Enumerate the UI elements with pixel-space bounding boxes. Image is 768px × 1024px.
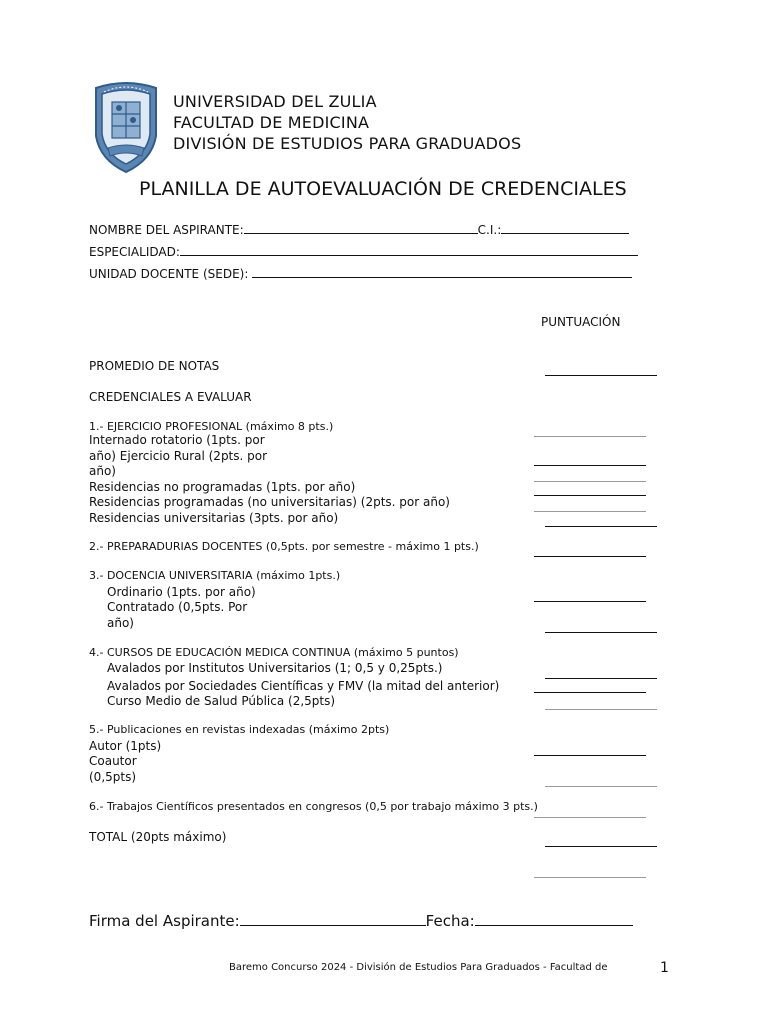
especialidad-blank[interactable] (180, 242, 638, 256)
total-label: TOTAL (20pts máximo) (89, 830, 227, 844)
section-5-heading: 5.- Publicaciones en revistas indexadas (máximo 2pts) (89, 723, 390, 736)
total-score-line[interactable] (545, 846, 657, 847)
section-3-line: Contratado (0,5pts. Por (107, 600, 248, 614)
section-4-heading: 4.- CURSOS DE EDUCACIÓN MEDICA CONTINUA (máximo 5 puntos) (89, 646, 459, 659)
puntuacion-header: PUNTUACIÓN (541, 315, 621, 329)
section-3-heading: 3.- DOCENCIA UNIVERSITARIA (máximo 1pts.) (89, 569, 341, 582)
footer-text: Baremo Concurso 2024 - División de Estudios Para Graduados - Facultad de (229, 962, 608, 973)
page-number: 1 (660, 960, 669, 976)
university-name: UNIVERSIDAD DEL ZULIA (173, 92, 377, 111)
score-line[interactable] (534, 692, 646, 693)
nombre-label: NOMBRE DEL ASPIRANTE: (89, 223, 244, 237)
score-line[interactable] (545, 786, 657, 787)
unidad-field (89, 264, 632, 281)
nombre-field (89, 220, 629, 237)
section-1-line: año) (89, 464, 116, 478)
section-2-heading: 2.- PREPARADURIAS DOCENTES (0,5pts. por semestre - máximo 1 pts.) (89, 540, 479, 553)
section-6-heading: 6.- Trabajos Científicos presentados en congresos (0,5 por trabajo máximo 3 pts.) (89, 800, 538, 813)
nombre-blank[interactable] (244, 220, 478, 234)
section-5-line: Coautor (89, 754, 137, 768)
section-3-line: año) (107, 616, 134, 630)
score-line[interactable] (534, 481, 646, 482)
score-line[interactable] (545, 526, 657, 527)
score-line[interactable] (534, 755, 646, 756)
section-1-line: Residencias programadas (no universitarias) (2pts. por año) (89, 495, 450, 509)
score-line[interactable] (534, 495, 646, 496)
promedio-score-line[interactable] (545, 375, 657, 376)
promedio-label: PROMEDIO DE NOTAS (89, 359, 220, 373)
score-line[interactable] (545, 632, 657, 633)
score-line[interactable] (534, 436, 646, 437)
unidad-blank[interactable] (252, 264, 632, 278)
firma-blank[interactable] (240, 910, 426, 926)
section-4-line: Avalados por Institutos Universitarios (1; 0,5 y 0,25pts.) (107, 661, 443, 675)
section-5-line: Autor (1pts) (89, 739, 162, 753)
section-5-line: (0,5pts) (89, 770, 137, 784)
score-line[interactable] (534, 511, 646, 512)
score-line[interactable] (534, 877, 646, 878)
score-line[interactable] (545, 678, 657, 679)
especialidad-label: ESPECIALIDAD: (89, 245, 180, 259)
score-line[interactable] (534, 556, 646, 557)
section-1-heading: 1.- EJERCICIO PROFESIONAL (máximo 8 pts.) (89, 420, 334, 433)
firma-label: Firma del Aspirante: (89, 912, 240, 930)
division-name: DIVISIÓN DE ESTUDIOS PARA GRADUADOS (173, 134, 522, 153)
ci-blank[interactable] (501, 220, 629, 234)
signature-row (89, 910, 633, 930)
section-4-line: Curso Medio de Salud Pública (2,5pts) (107, 694, 336, 708)
document-title: PLANILLA DE AUTOEVALUACIÓN DE CREDENCIALES (139, 178, 627, 200)
fecha-label: Fecha: (425, 912, 475, 930)
fecha-blank[interactable] (475, 910, 633, 926)
section-1-line: Residencias no programadas (1pts. por año) (89, 480, 356, 494)
university-seal-logo (92, 78, 160, 174)
section-3-line: Ordinario (1pts. por año) (107, 585, 256, 599)
section-4-line: Avalados por Sociedades Científicas y FMV (la mitad del anterior) (107, 679, 500, 693)
ci-label: C.I.: (477, 223, 502, 237)
section-1-line: año) Ejercicio Rural (2pts. por (89, 449, 268, 463)
score-line[interactable] (534, 817, 646, 818)
section-1-line: Residencias universitarias (3pts. por año) (89, 511, 339, 525)
especialidad-field (89, 242, 638, 259)
credenciales-heading: CREDENCIALES A EVALUAR (89, 390, 252, 404)
score-line[interactable] (545, 709, 657, 710)
unidad-label: UNIDAD DOCENTE (SEDE): (89, 267, 249, 281)
score-line[interactable] (534, 465, 646, 466)
score-line[interactable] (534, 601, 646, 602)
section-1-line: Internado rotatorio (1pts. por (89, 433, 265, 447)
faculty-name: FACULTAD DE MEDICINA (173, 113, 370, 132)
